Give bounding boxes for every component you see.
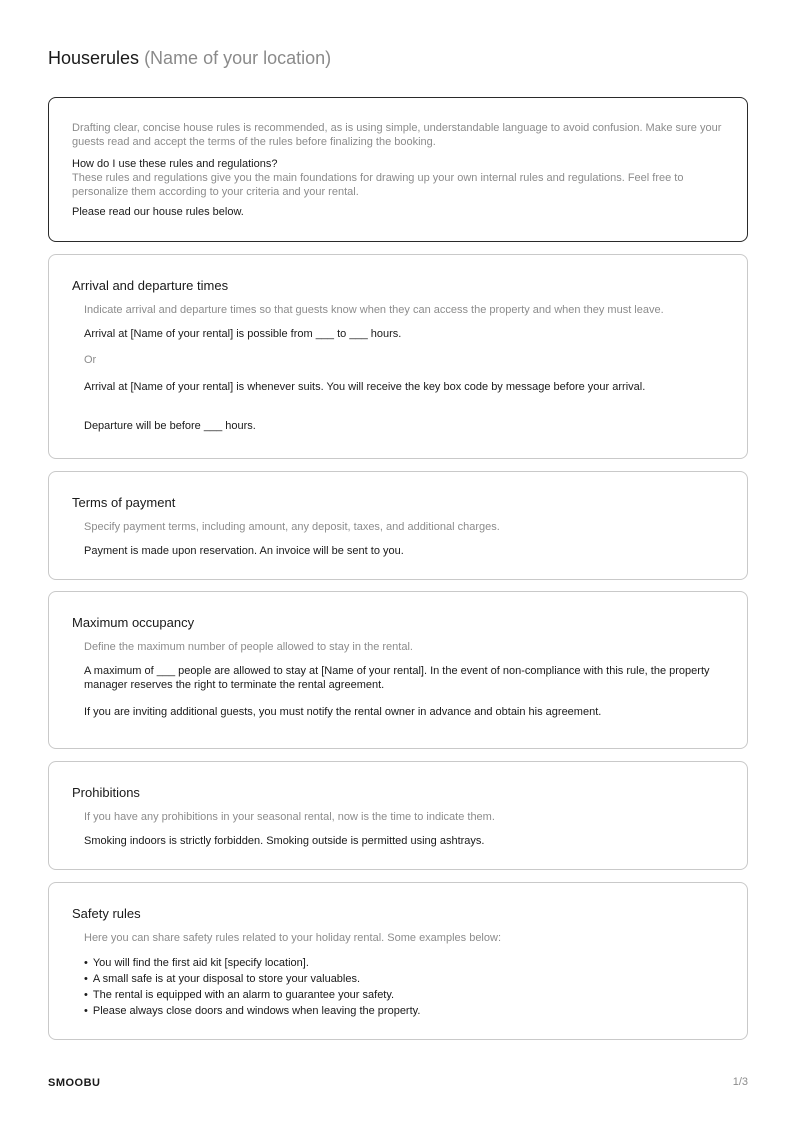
arrival-departure-section (48, 254, 748, 459)
list-item: • A small safe is at your disposal to store your valuables. (84, 971, 420, 987)
payment-heading: Terms of payment (72, 495, 176, 510)
occupancy-hint: Define the maximum number of people allowed to stay in the rental. (84, 641, 413, 653)
occupancy-line-2: If you are inviting additional guests, you must notify the rental owner in advance and obtain his agreement. (84, 706, 602, 718)
occupancy-section (48, 591, 748, 749)
arrival-line-2: Arrival at [Name of your rental] is whenever suits. You will receive the key box code by message before your arrival. (84, 381, 646, 393)
safety-section (48, 882, 748, 1040)
occupancy-line-1: A maximum of ___ people are allowed to stay at [Name of your rental]. In the event of non-compliance with this rule, the property manager reserves the right to terminate the rental agreement. (84, 665, 710, 691)
payment-section (48, 471, 748, 580)
prohibitions-heading: Prohibitions (72, 785, 140, 800)
title-subtitle: (Name of your location) (144, 48, 332, 68)
intro-question: How do I use these rules and regulations? (72, 158, 278, 170)
prohibitions-hint: If you have any prohibitions in your seasonal rental, now is the time to indicate them. (84, 811, 495, 823)
safety-hint: Here you can share safety rules related to your holiday rental. Some examples below: (84, 932, 501, 944)
page-number: 1/3 (732, 1076, 748, 1088)
arrival-heading: Arrival and departure times (72, 278, 229, 293)
prohibitions-section (48, 761, 748, 870)
arrival-or: Or (84, 354, 97, 366)
list-item: • The rental is equipped with an alarm to guarantee your safety. (84, 987, 420, 1003)
payment-hint: Specify payment terms, including amount, any deposit, taxes, and additional charges. (84, 521, 500, 533)
brand-logo: SMOOBU (48, 1077, 101, 1089)
list-item: • Please always close doors and windows when leaving the property. (84, 1003, 420, 1019)
list-item: • You will find the first aid kit [specify location]. (84, 955, 420, 971)
occupancy-heading: Maximum occupancy (72, 615, 195, 630)
departure-line: Departure will be before ___ hours. (84, 420, 256, 432)
intro-read-below: Please read our house rules below. (72, 206, 244, 218)
safety-list (84, 955, 420, 1019)
title-main: Houserules (48, 48, 140, 68)
intro-box (48, 97, 748, 242)
arrival-line-1: Arrival at [Name of your rental] is possible from ___ to ___ hours. (84, 328, 402, 340)
intro-paragraph: Drafting clear, concise house rules is recommended, as is using simple, understandable language to avoid confusion. Make sure your guests read and accept the terms of the rules before finalizing the booking. (72, 122, 722, 148)
safety-heading: Safety rules (72, 906, 141, 921)
intro-answer: These rules and regulations give you the main foundations for drawing up your own internal rules and regulations. Feel free to personalize them according to your criteria and your rental. (72, 172, 684, 198)
prohibitions-line: Smoking indoors is strictly forbidden. Smoking outside is permitted using ashtrays. (84, 835, 485, 847)
payment-line: Payment is made upon reservation. An invoice will be sent to you. (84, 545, 404, 557)
page-title (48, 48, 331, 69)
arrival-hint: Indicate arrival and departure times so that guests know when they can access the property and when they must leave. (84, 304, 664, 316)
